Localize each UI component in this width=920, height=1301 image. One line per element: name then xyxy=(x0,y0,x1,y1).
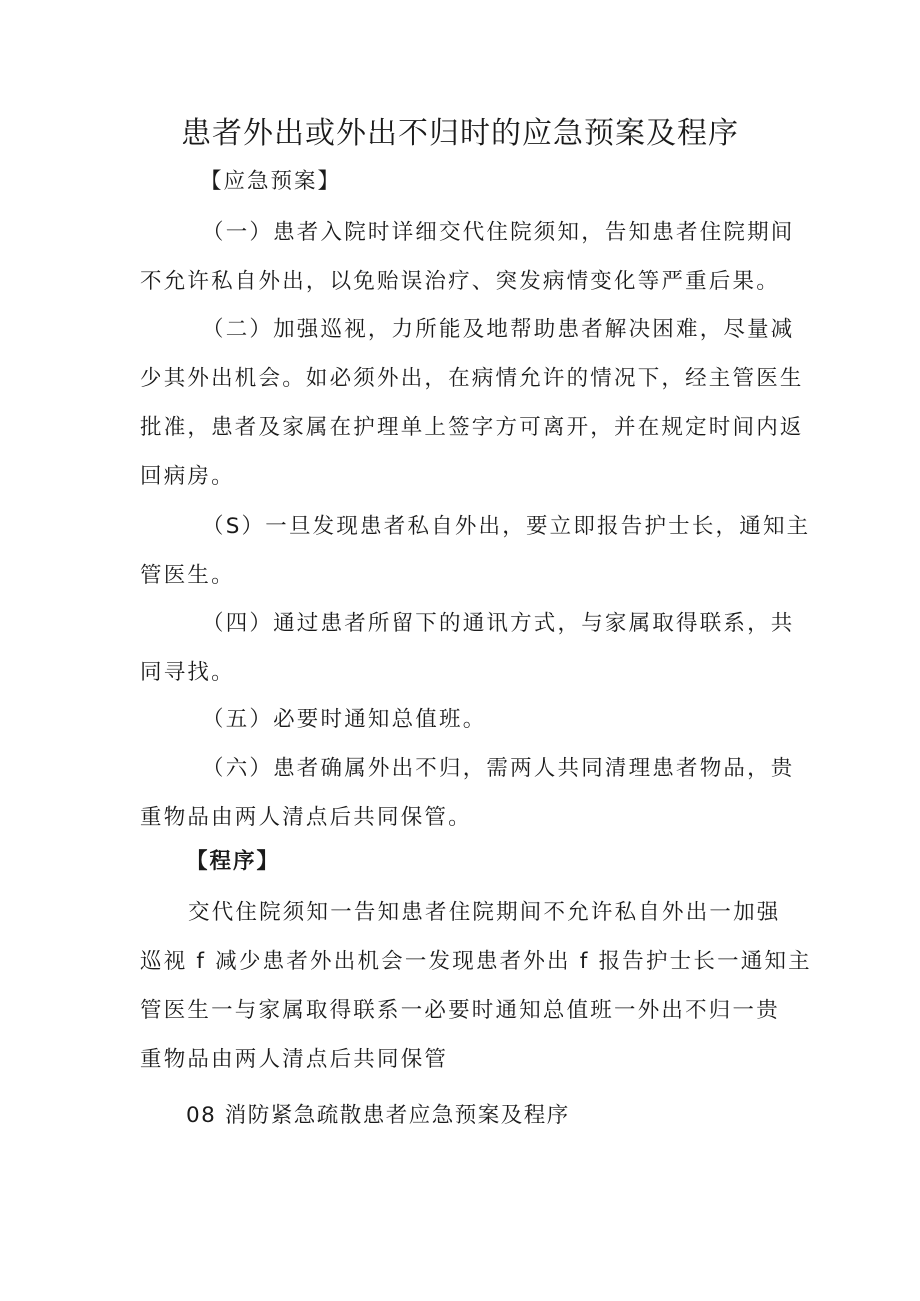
paragraph-line: 同寻找。 xyxy=(140,660,235,685)
document-title: 患者外出或外出不归时的应急预案及程序 xyxy=(181,116,739,151)
emergency-plan-heading: 【应急预案】 xyxy=(200,169,342,194)
emergency-item-4 xyxy=(140,599,795,697)
paragraph-line: 重物品由两人清点后共同保管。 xyxy=(140,805,472,830)
paragraph-line: 管医生一与家属取得联系一必要时通知总值班一外出不归一贵 xyxy=(140,998,780,1023)
paragraph-line: （四）通过患者所留下的通讯方式，与家属取得联系，共 xyxy=(202,611,795,636)
paragraph-line: 管医生。 xyxy=(140,563,235,588)
paragraph-line: 回病房。 xyxy=(140,464,235,489)
paragraph-line: （二）加强巡视，力所能及地帮助患者解决困难，尽量减 xyxy=(202,317,795,342)
emergency-item-6 xyxy=(140,744,795,842)
procedure-heading: 【程序】 xyxy=(186,849,281,874)
paragraph-line: 不允许私自外出，以免贻误治疗、突发病情变化等严重后果。 xyxy=(140,269,780,294)
paragraph-line: （五）必要时通知总值班。 xyxy=(202,707,487,732)
paragraph-line: 重物品由两人清点后共同保管 xyxy=(140,1047,449,1072)
paragraph-line: 少其外出机会。如必须外出，在病情允许的情况下，经主管医生 xyxy=(140,366,804,391)
paragraph-line: （S）一旦发现患者私自外出，要立即报告护士长，通知主 xyxy=(202,514,811,539)
paragraph-line: （六）患者确属外出不归，需两人共同清理患者物品，贵 xyxy=(202,756,795,781)
emergency-item-1 xyxy=(140,208,795,306)
emergency-item-5 xyxy=(140,695,785,744)
paragraph-line: （一）患者入院时详细交代住院须知，告知患者住院期间 xyxy=(202,220,795,245)
paragraph-line: 巡视 f 减少患者外出机会一发现患者外出 f 报告护士长一通知主 xyxy=(140,949,812,974)
next-section-title: 08 消防紧急疏散患者应急预案及程序 xyxy=(186,1103,570,1128)
procedure-text xyxy=(140,888,812,1084)
paragraph-line: 批准，患者及家属在护理单上签字方可离开，并在规定时间内返 xyxy=(140,415,804,440)
paragraph-line: 交代住院须知一告知患者住院期间不允许私自外出一加强 xyxy=(188,900,781,925)
emergency-item-3 xyxy=(140,502,811,600)
emergency-item-2 xyxy=(140,305,804,501)
